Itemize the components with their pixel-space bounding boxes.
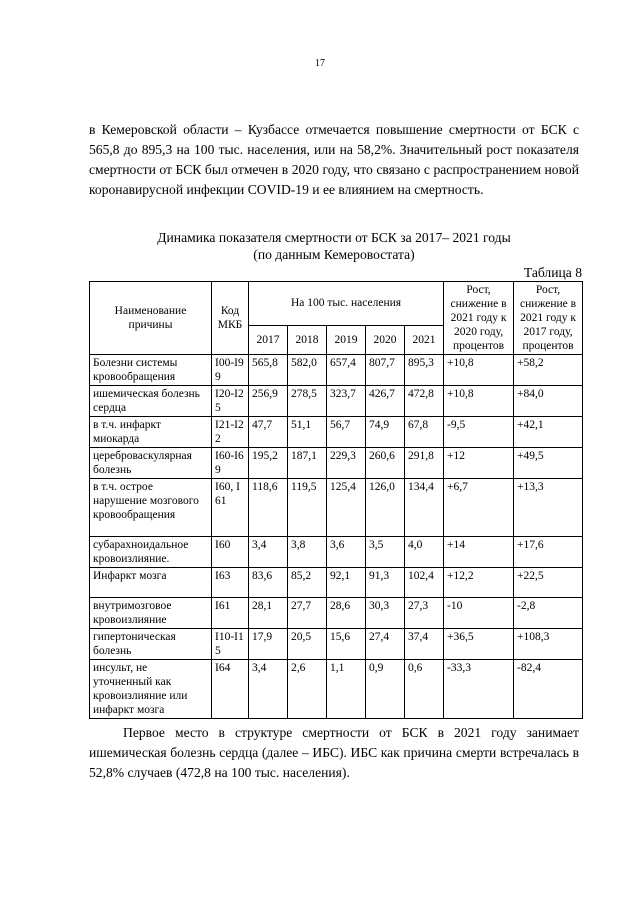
table-row: [90, 568, 583, 598]
table-title-line-2: (по данным Кемеровостата): [253, 247, 415, 262]
value-2017-cell: 47,7: [249, 417, 288, 448]
value-2018-cell: 582,0: [288, 355, 327, 386]
header-name: Наименование причины: [90, 282, 212, 355]
value-2021-cell: 291,8: [405, 448, 444, 479]
value-2018-cell: 187,1: [288, 448, 327, 479]
intro-paragraph: в Кемеровской области – Кузбассе отмечается повышение смертности от БСК с 565,8 до 895,3 на 100 тыс. населения, или на 58,2%. Значительный рост показателя смертности от БСК был отмечен в 2020 году, что связано с распространением новой коронавирусной инфекции COVID-19 и ее влиянием на смертность.: [89, 122, 579, 197]
icd-code-cell: I21-I22: [212, 417, 249, 448]
icd-code-cell: I00-I99: [212, 355, 249, 386]
growth-vs-2017-cell: +13,3: [514, 479, 583, 537]
growth-vs-2020-cell: -10: [444, 598, 514, 629]
growth-vs-2017-cell: +58,2: [514, 355, 583, 386]
header-growth-2020: Рост, снижение в 2021 году к 2020 году, процентов: [444, 282, 514, 355]
value-2020-cell: 426,7: [366, 386, 405, 417]
cause-name-cell: ишемическая болезнь сердца: [90, 386, 212, 417]
growth-vs-2020-cell: +12,2: [444, 568, 514, 598]
header-year: 2017: [249, 325, 288, 354]
table-title-line-1: Динамика показателя смертности от БСК за 2017– 2021 годы: [157, 230, 511, 245]
icd-code-cell: I20-I25: [212, 386, 249, 417]
conclusion-paragraph: Первое место в структуре смертности от БСК в 2021 году занимает ишемическая болезнь сердца (далее – ИБС). ИБС как причина смерти встречалась в 52,8% случаев (472,8 на 100 тыс. населения).: [89, 725, 579, 780]
value-2017-cell: 565,8: [249, 355, 288, 386]
value-2021-cell: 895,3: [405, 355, 444, 386]
growth-vs-2017-cell: +84,0: [514, 386, 583, 417]
value-2020-cell: 807,7: [366, 355, 405, 386]
value-2017-cell: 3,4: [249, 537, 288, 568]
cause-name-cell: инсульт, не уточненный как кровоизлияние или инфаркт мозга: [90, 660, 212, 719]
value-2019-cell: 28,6: [327, 598, 366, 629]
cause-name-cell: в т.ч. инфаркт миокарда: [90, 417, 212, 448]
header-growth-2017: Рост, снижение в 2021 году к 2017 году, процентов: [514, 282, 583, 355]
growth-vs-2017-cell: +49,5: [514, 448, 583, 479]
value-2019-cell: 56,7: [327, 417, 366, 448]
cause-name-cell: гипертоническая болезнь: [90, 629, 212, 660]
growth-vs-2020-cell: +10,8: [444, 355, 514, 386]
mortality-table: [89, 281, 583, 719]
value-2021-cell: 472,8: [405, 386, 444, 417]
value-2017-cell: 28,1: [249, 598, 288, 629]
table-row: [90, 417, 583, 448]
growth-vs-2017-cell: +22,5: [514, 568, 583, 598]
growth-vs-2020-cell: +14: [444, 537, 514, 568]
growth-vs-2020-cell: +10,8: [444, 386, 514, 417]
value-2018-cell: 2,6: [288, 660, 327, 719]
value-2021-cell: 0,6: [405, 660, 444, 719]
value-2019-cell: 3,6: [327, 537, 366, 568]
table-label: Таблица 8: [523, 265, 582, 280]
icd-code-cell: I60, I61: [212, 479, 249, 537]
header-per-100k: На 100 тыс. населения: [249, 282, 444, 326]
cause-name-cell: в т.ч. острое нарушение мозгового кровообращения: [90, 479, 212, 537]
value-2021-cell: 67,8: [405, 417, 444, 448]
growth-vs-2017-cell: -82,4: [514, 660, 583, 719]
header-year: 2018: [288, 325, 327, 354]
growth-vs-2020-cell: +6,7: [444, 479, 514, 537]
value-2018-cell: 51,1: [288, 417, 327, 448]
header-year: 2020: [366, 325, 405, 354]
table-row: [90, 537, 583, 568]
value-2020-cell: 27,4: [366, 629, 405, 660]
value-2017-cell: 256,9: [249, 386, 288, 417]
cause-name-cell: субарахноидальное кровоизлияние.: [90, 537, 212, 568]
value-2017-cell: 118,6: [249, 479, 288, 537]
table-row: [90, 448, 583, 479]
value-2021-cell: 27,3: [405, 598, 444, 629]
header-year: 2019: [327, 325, 366, 354]
value-2018-cell: 278,5: [288, 386, 327, 417]
value-2017-cell: 3,4: [249, 660, 288, 719]
growth-vs-2017-cell: +42,1: [514, 417, 583, 448]
header-year: 2021: [405, 325, 444, 354]
value-2020-cell: 0,9: [366, 660, 405, 719]
icd-code-cell: I10-I15: [212, 629, 249, 660]
table-title: [89, 229, 579, 263]
value-2018-cell: 3,8: [288, 537, 327, 568]
growth-vs-2020-cell: +12: [444, 448, 514, 479]
growth-vs-2020-cell: +36,5: [444, 629, 514, 660]
table-row: [90, 386, 583, 417]
value-2018-cell: 119,5: [288, 479, 327, 537]
growth-vs-2020-cell: -9,5: [444, 417, 514, 448]
growth-vs-2017-cell: +108,3: [514, 629, 583, 660]
page-number: 17: [315, 58, 325, 69]
value-2017-cell: 83,6: [249, 568, 288, 598]
value-2019-cell: 1,1: [327, 660, 366, 719]
icd-code-cell: I61: [212, 598, 249, 629]
icd-code-cell: I64: [212, 660, 249, 719]
table-row: [90, 355, 583, 386]
value-2020-cell: 74,9: [366, 417, 405, 448]
icd-code-cell: I60-I69: [212, 448, 249, 479]
table-row: [90, 598, 583, 629]
growth-vs-2017-cell: +17,6: [514, 537, 583, 568]
cause-name-cell: Инфаркт мозга: [90, 568, 212, 598]
cause-name-cell: цереброваскулярная болезнь: [90, 448, 212, 479]
value-2020-cell: 260,6: [366, 448, 405, 479]
value-2021-cell: 134,4: [405, 479, 444, 537]
value-2020-cell: 126,0: [366, 479, 405, 537]
value-2018-cell: 85,2: [288, 568, 327, 598]
value-2017-cell: 17,9: [249, 629, 288, 660]
cause-name-cell: внутримозговое кровоизлияние: [90, 598, 212, 629]
value-2019-cell: 229,3: [327, 448, 366, 479]
value-2021-cell: 4,0: [405, 537, 444, 568]
icd-code-cell: I63: [212, 568, 249, 598]
icd-code-cell: I60: [212, 537, 249, 568]
value-2018-cell: 27,7: [288, 598, 327, 629]
value-2019-cell: 657,4: [327, 355, 366, 386]
growth-vs-2020-cell: -33,3: [444, 660, 514, 719]
table-row: [90, 660, 583, 719]
value-2020-cell: 30,3: [366, 598, 405, 629]
value-2019-cell: 125,4: [327, 479, 366, 537]
cause-name-cell: Болезни системы кровообращения: [90, 355, 212, 386]
value-2018-cell: 20,5: [288, 629, 327, 660]
value-2017-cell: 195,2: [249, 448, 288, 479]
value-2020-cell: 3,5: [366, 537, 405, 568]
value-2019-cell: 323,7: [327, 386, 366, 417]
value-2021-cell: 37,4: [405, 629, 444, 660]
table-row: [90, 479, 583, 537]
value-2021-cell: 102,4: [405, 568, 444, 598]
table-row: [90, 629, 583, 660]
value-2019-cell: 92,1: [327, 568, 366, 598]
table-body: [90, 355, 583, 719]
growth-vs-2017-cell: -2,8: [514, 598, 583, 629]
header-code: Код МКБ: [212, 282, 249, 355]
value-2020-cell: 91,3: [366, 568, 405, 598]
value-2019-cell: 15,6: [327, 629, 366, 660]
